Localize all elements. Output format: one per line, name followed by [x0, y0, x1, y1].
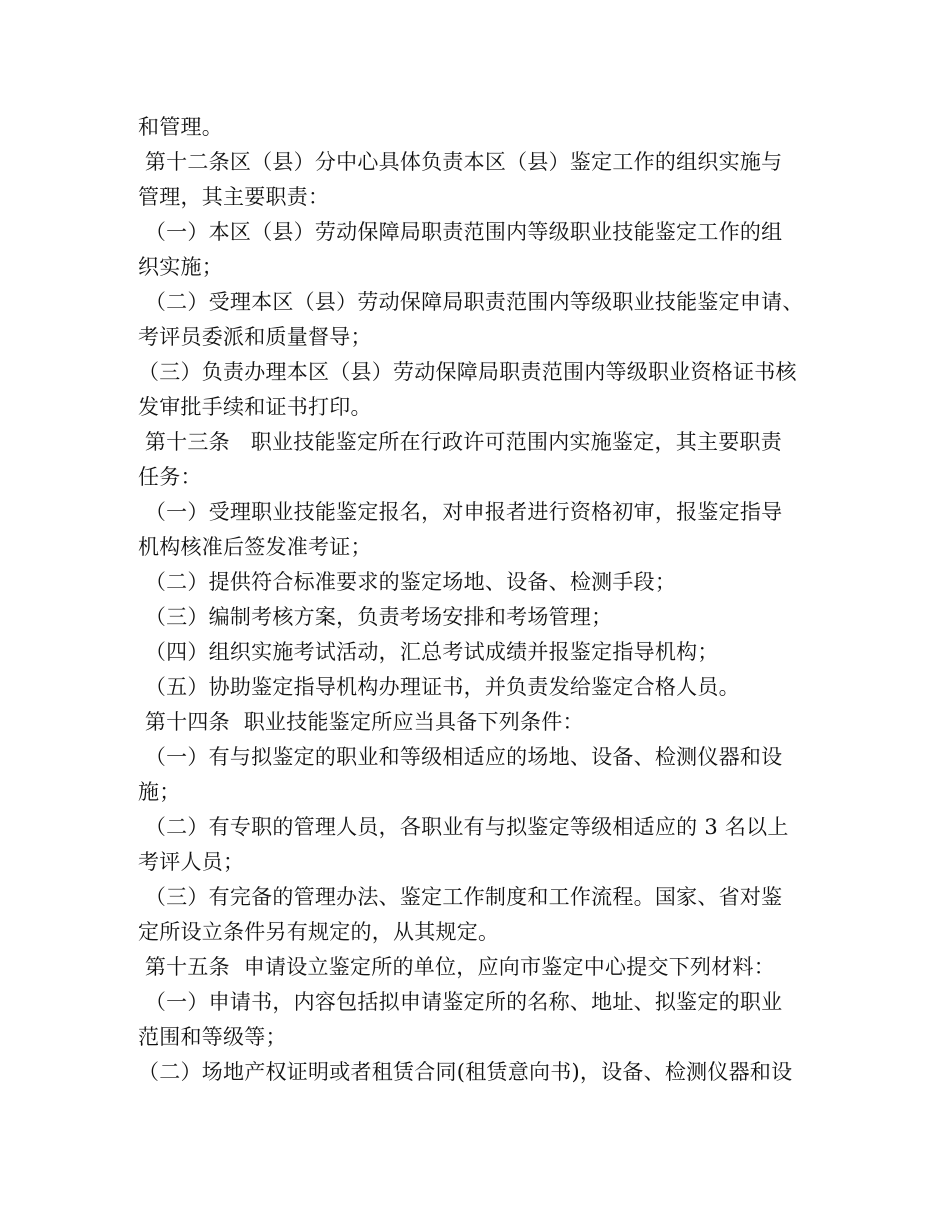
text-line: （二）场地产权证明或者租赁合同(租赁意向书)，设备、检测仪器和设 [138, 1060, 793, 1084]
text-line: （三）负责办理本区（县）劳动保障局职责范围内等级职业资格证书核 [138, 360, 797, 384]
text-line: （二）受理本区（县）劳动保障局职责范围内等级职业技能鉴定申请、 [138, 290, 804, 314]
text-line: （五）协助鉴定指导机构办理证书，并负责发给鉴定合格人员。 [138, 675, 740, 699]
text-line: 管理，其主要职责： [138, 185, 330, 209]
document-body [138, 110, 838, 1090]
text-line: 发审批手续和证书打印。 [138, 395, 372, 419]
text-line: 第十三条 职业技能鉴定所在行政许可范围内实施鉴定，其主要职责 [138, 430, 782, 454]
text-line: （一）本区（县）劳动保障局职责范围内等级职业技能鉴定工作的组 [138, 220, 783, 244]
text-line: 任务： [138, 465, 202, 489]
text-line: 第十五条 申请设立鉴定所的单位，应向市鉴定中心提交下列材料： [138, 955, 776, 979]
text-line: 第十四条 职业技能鉴定所应当具备下列条件： [138, 710, 584, 734]
text-line: （一）有与拟鉴定的职业和等级相适应的场地、设备、检测仪器和设 [138, 745, 783, 769]
text-line: 施； [138, 780, 181, 804]
text-line: 考评人员； [138, 850, 245, 874]
text-line: 范围和等级等； [138, 1025, 287, 1049]
text-line: 考评员委派和质量督导； [138, 325, 372, 349]
text-line: （四）组织实施考试活动，汇总考试成绩并报鉴定指导机构； [138, 640, 719, 664]
text-line: （三）有完备的管理办法、鉴定工作制度和工作流程。国家、省对鉴 [138, 885, 783, 909]
text-line: （一）受理职业技能鉴定报名，对申报者进行资格初审，报鉴定指导 [138, 500, 783, 524]
text-line: 机构核准后签发准考证； [138, 535, 372, 559]
text-line: （三）编制考核方案，负责考场安排和考场管理； [138, 605, 613, 629]
text-line: （一）申请书，内容包括拟申请鉴定所的名称、地址、拟鉴定的职业 [138, 990, 783, 1014]
text-line: （二）有专职的管理人员，各职业有与拟鉴定等级相适应的 3 名以上 [138, 815, 789, 839]
text-line: 织实施； [138, 255, 223, 279]
text-line: 第十二条区（县）分中心具体负责本区（县）鉴定工作的组织实施与 [138, 150, 783, 174]
text-line: （二）提供符合标准要求的鉴定场地、设备、检测手段； [138, 570, 677, 594]
text-line: 定所设立条件另有规定的，从其规定。 [138, 920, 500, 944]
text-line: 和管理。 [138, 115, 223, 139]
